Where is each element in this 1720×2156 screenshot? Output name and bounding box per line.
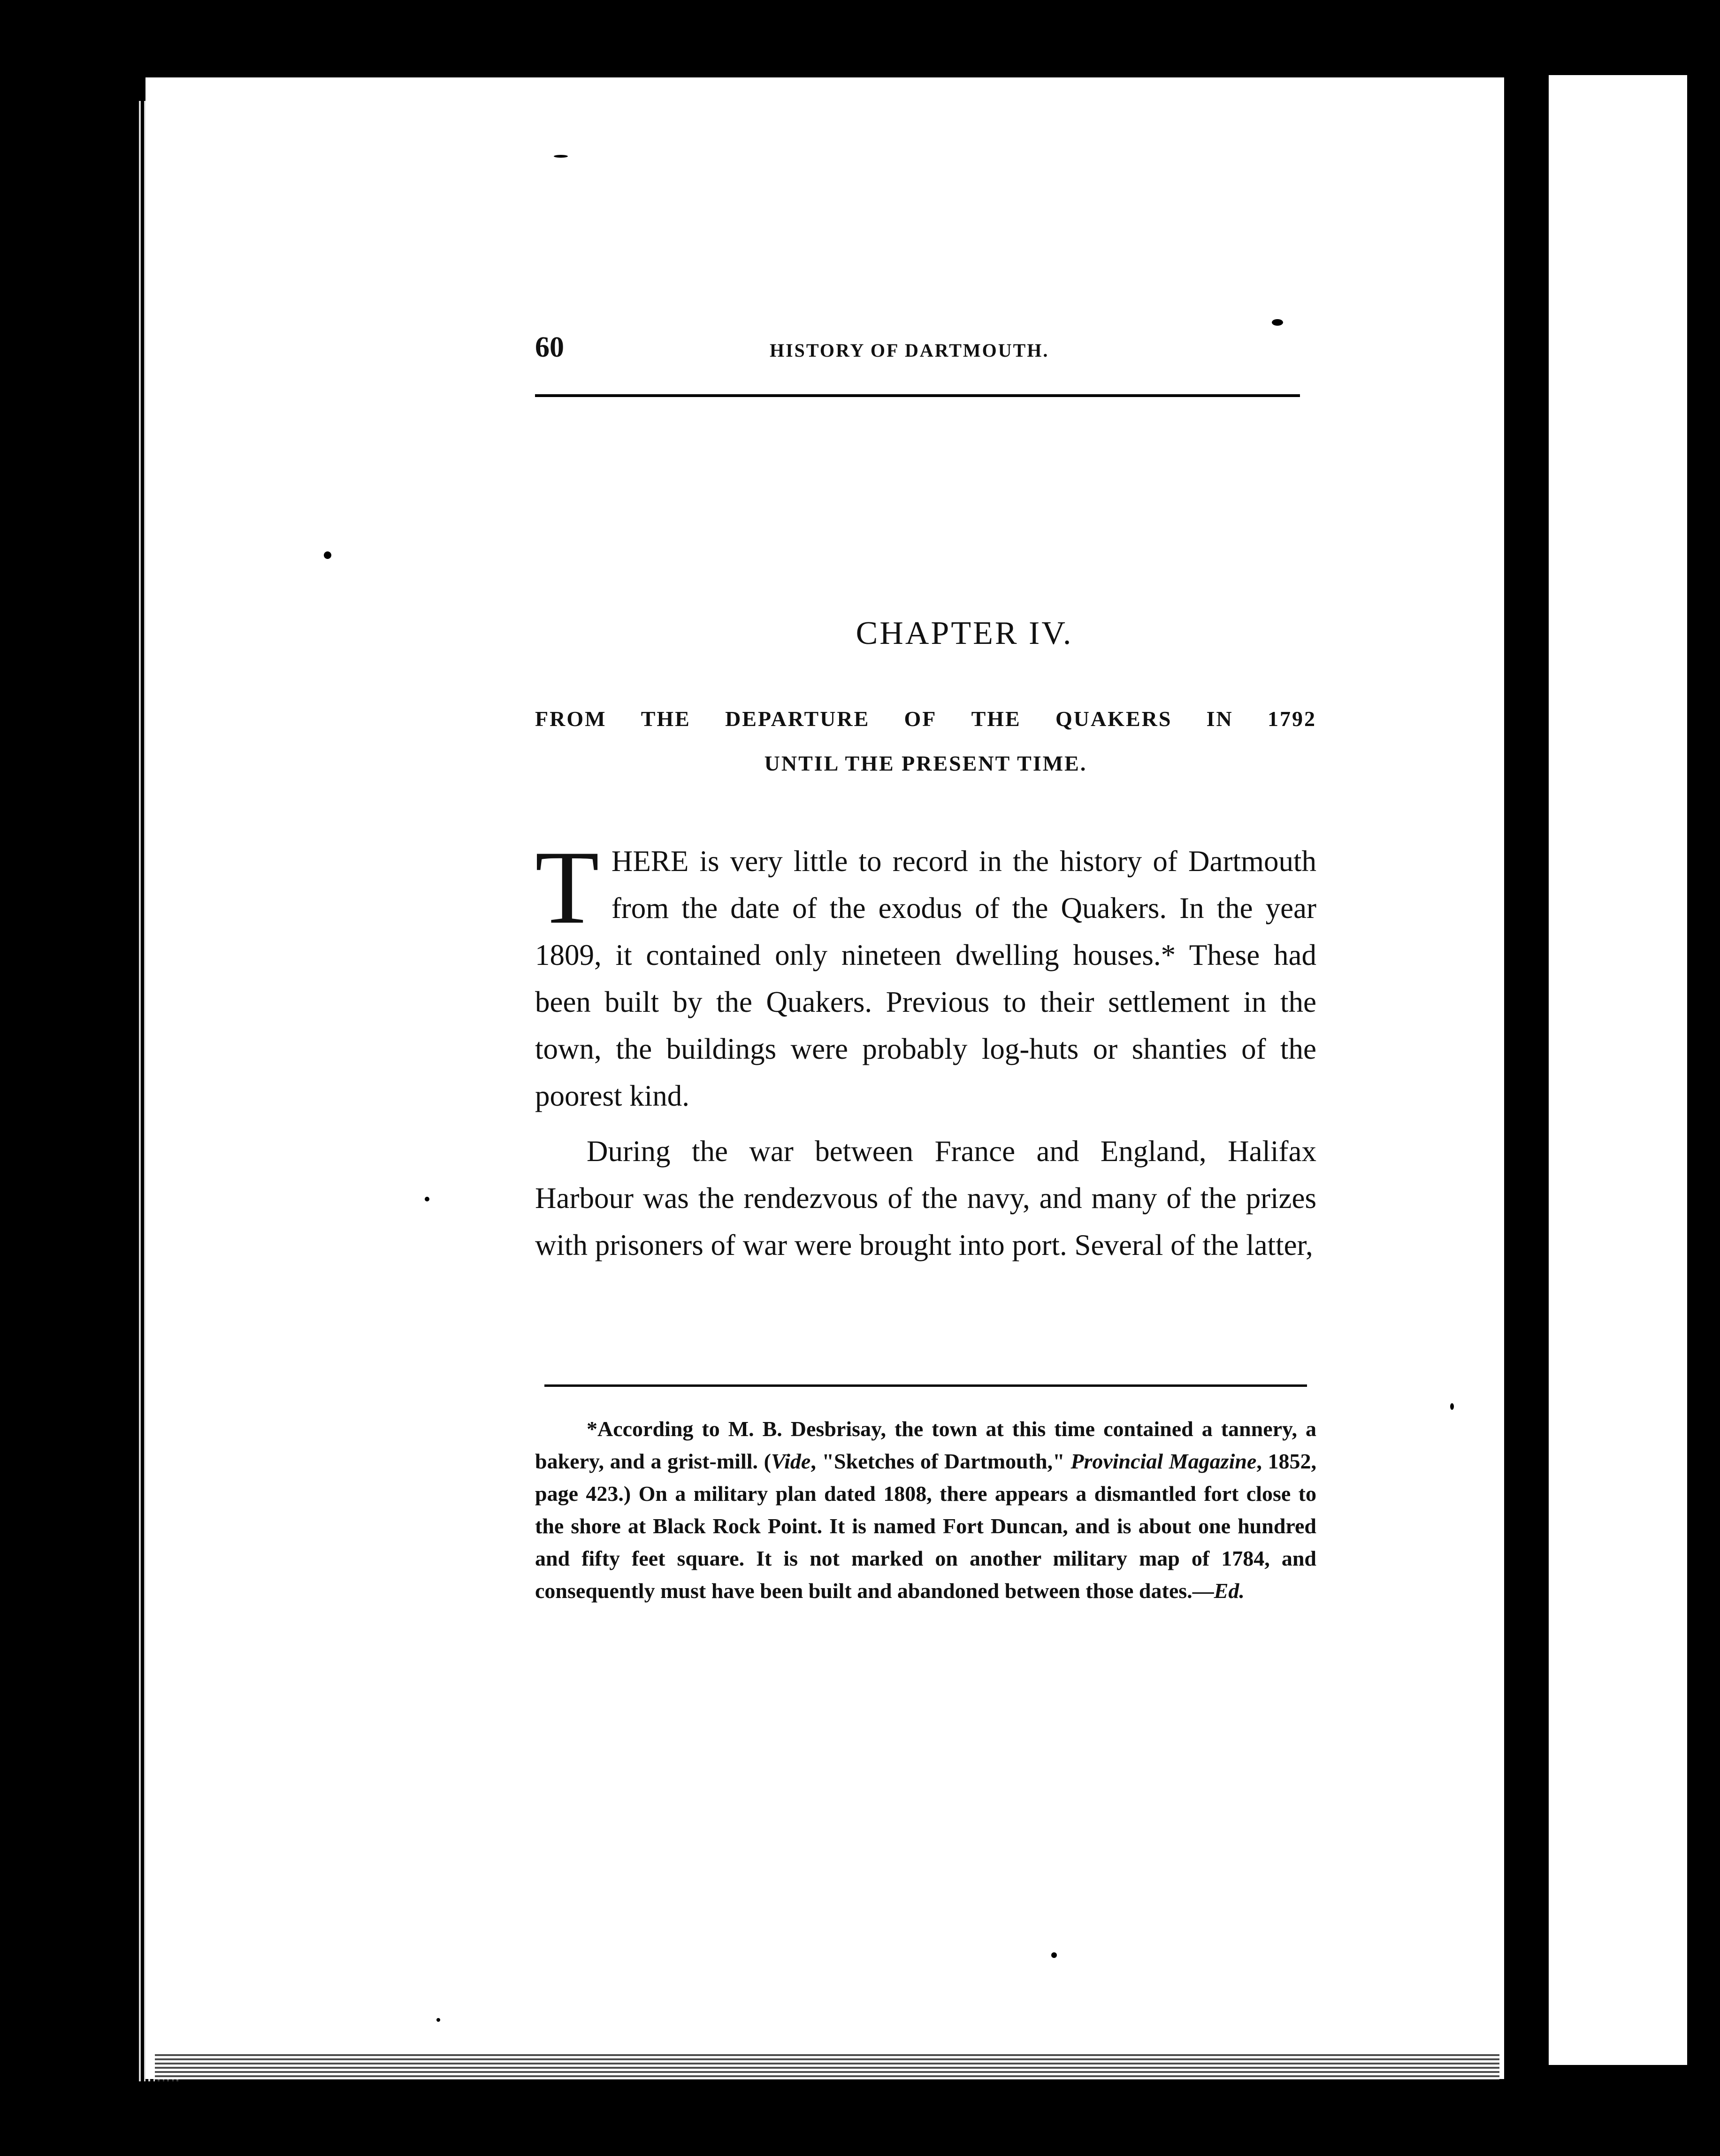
- subtitle-word: THE: [641, 707, 691, 731]
- subtitle-word: FROM: [535, 707, 607, 731]
- footnote: [535, 1413, 1316, 1607]
- scan-speck: [1272, 319, 1283, 326]
- scan-speck: [1051, 1952, 1057, 1958]
- scan-speck: [436, 2018, 440, 2022]
- subtitle-word: OF: [904, 707, 937, 731]
- scan-speck: [425, 1197, 429, 1201]
- page-number: 60: [535, 331, 564, 363]
- page-bottom-edge: [155, 2053, 1499, 2081]
- paragraph-1-text: HERE is very little to record in the history of Dartmouth from the date of the exodus of the Quakers. In the year 1809, it contained only nineteen dwelling houses.* These had been built by the Quakers. Previous to their settlement in the town, the buildings were probably log-huts or shanties of the poorest kind.: [535, 845, 1316, 1112]
- body-text: [535, 829, 1316, 1269]
- chapter-subtitle-line2: UNTIL THE PRESENT TIME.: [764, 751, 1087, 775]
- page-header: [535, 331, 1300, 364]
- chapter-title: CHAPTER IV.: [856, 615, 1073, 651]
- footnote-editor: Ed.: [1214, 1579, 1245, 1603]
- header-rule: [535, 394, 1300, 397]
- drop-cap: T: [535, 829, 599, 946]
- paragraph-1: [535, 829, 1316, 1119]
- footnote-part3: , 1852, page 423.) On a military plan dated 1808, there appears a dismantled fort close to the shore at Black Rock Point. It is named Fort Duncan, and is about one hundred and fifty feet square. It is not marked on another military map of 1784, and consequently must have been built and abandoned between those dates.—: [535, 1449, 1317, 1603]
- subtitle-word: QUAKERS: [1055, 707, 1172, 731]
- footnote-vide: Vide: [771, 1449, 811, 1473]
- scan-speck: [1450, 1403, 1454, 1410]
- subtitle-word: 1792: [1267, 707, 1316, 731]
- footnote-rule: [544, 1384, 1307, 1387]
- paragraph-2: During the war between France and England, Halifax Harbour was the rendezvous of the navy, and many of the prizes with prisoners of war were brought into port. Several of the latter,: [535, 1135, 1316, 1261]
- scan-speck: [324, 551, 331, 559]
- running-head: HISTORY OF DARTMOUTH.: [770, 340, 1049, 361]
- footnote-part1: *According to M. B. Desbrisay, the town at this time contained a tannery, a bakery, and a grist-mill. (: [535, 1417, 1316, 1473]
- chapter-subtitle: [535, 706, 1316, 776]
- next-page-strip: [1549, 75, 1687, 2065]
- subtitle-word: DEPARTURE: [725, 707, 870, 731]
- subtitle-word: IN: [1206, 707, 1233, 731]
- footnote-part2: , "Sketches of Dartmouth,": [810, 1449, 1071, 1473]
- footnote-magazine: Provincial Magazine: [1070, 1449, 1257, 1473]
- scan-speck: [554, 155, 568, 158]
- subtitle-word: THE: [971, 707, 1021, 731]
- chapter-subtitle-line1: [535, 706, 1316, 731]
